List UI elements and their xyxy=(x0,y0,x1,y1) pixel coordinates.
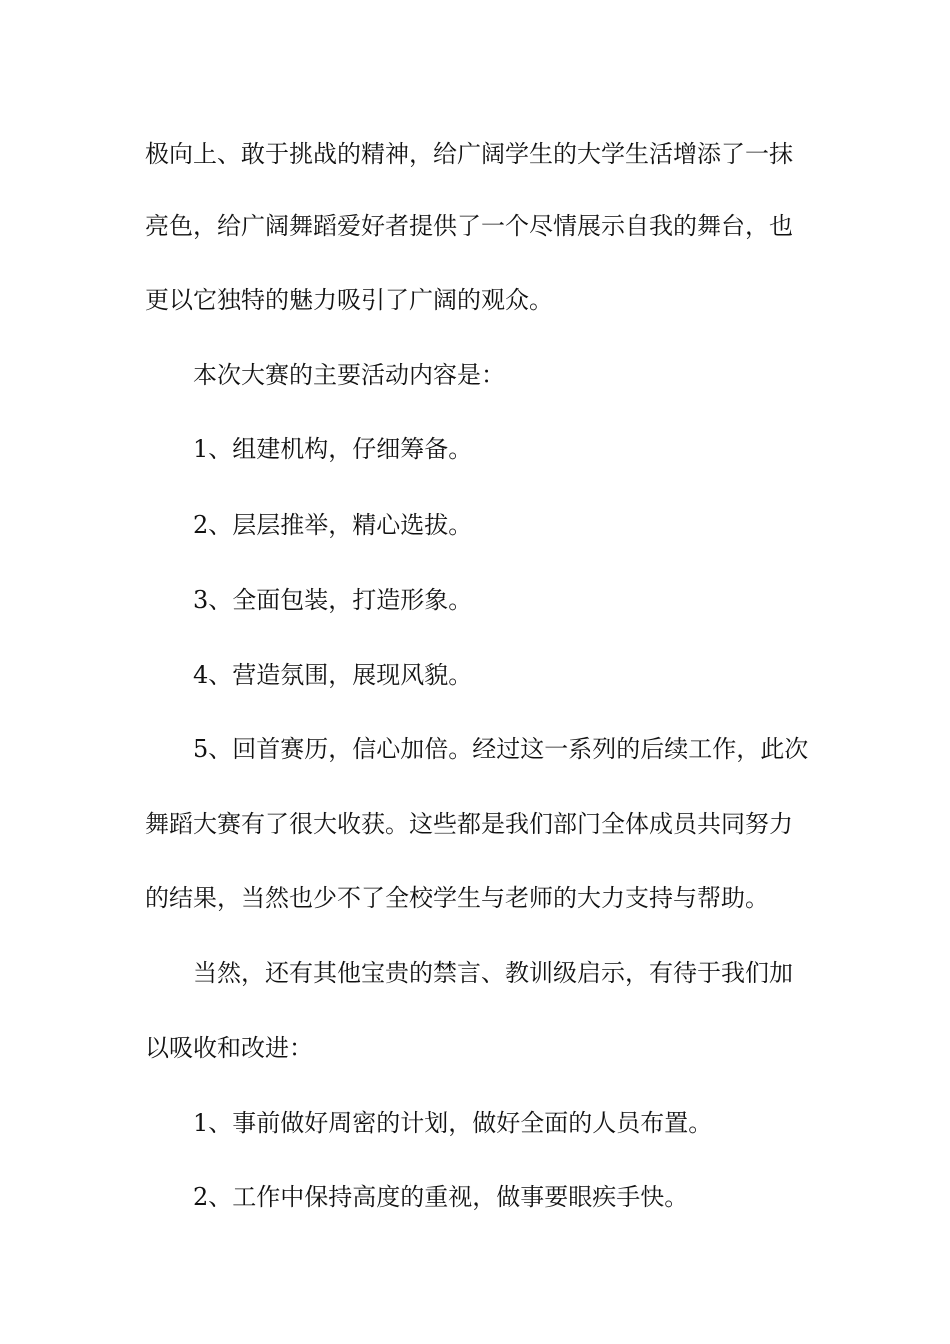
text-line-8: 4、营造氛围，展现风貌。 xyxy=(193,661,473,689)
text-line-5: 1、组建机构，仔细筹备。 xyxy=(193,435,473,463)
text-line-2: 亮色，给广阔舞蹈爱好者提供了一个尽情展示自我的舞台，也 xyxy=(145,212,793,240)
text-line-14: 1、事前做好周密的计划，做好全面的人员布置。 xyxy=(193,1109,713,1137)
text-line-15: 2、工作中保持高度的重视，做事要眼疾手快。 xyxy=(193,1183,689,1211)
text-line-11: 的结果，当然也少不了全校学生与老师的大力支持与帮助。 xyxy=(145,884,769,912)
text-line-3: 更以它独特的魅力吸引了广阔的观众。 xyxy=(145,286,553,314)
text-line-7: 3、全面包装，打造形象。 xyxy=(193,586,473,614)
text-line-9: 5、回首赛历，信心加倍。经过这一系列的后续工作，此次 xyxy=(193,735,809,763)
text-line-13: 以吸收和改进： xyxy=(145,1034,313,1062)
text-line-12: 当然，还有其他宝贵的禁言、教训级启示，有待于我们加 xyxy=(193,959,793,987)
text-line-6: 2、层层推举，精心选拔。 xyxy=(193,511,473,539)
text-line-1: 极向上、敢于挑战的精神，给广阔学生的大学生活增添了一抹 xyxy=(145,140,793,168)
text-line-10: 舞蹈大赛有了很大收获。这些都是我们部门全体成员共同努力 xyxy=(145,810,793,838)
text-line-4: 本次大赛的主要活动内容是： xyxy=(193,361,505,389)
